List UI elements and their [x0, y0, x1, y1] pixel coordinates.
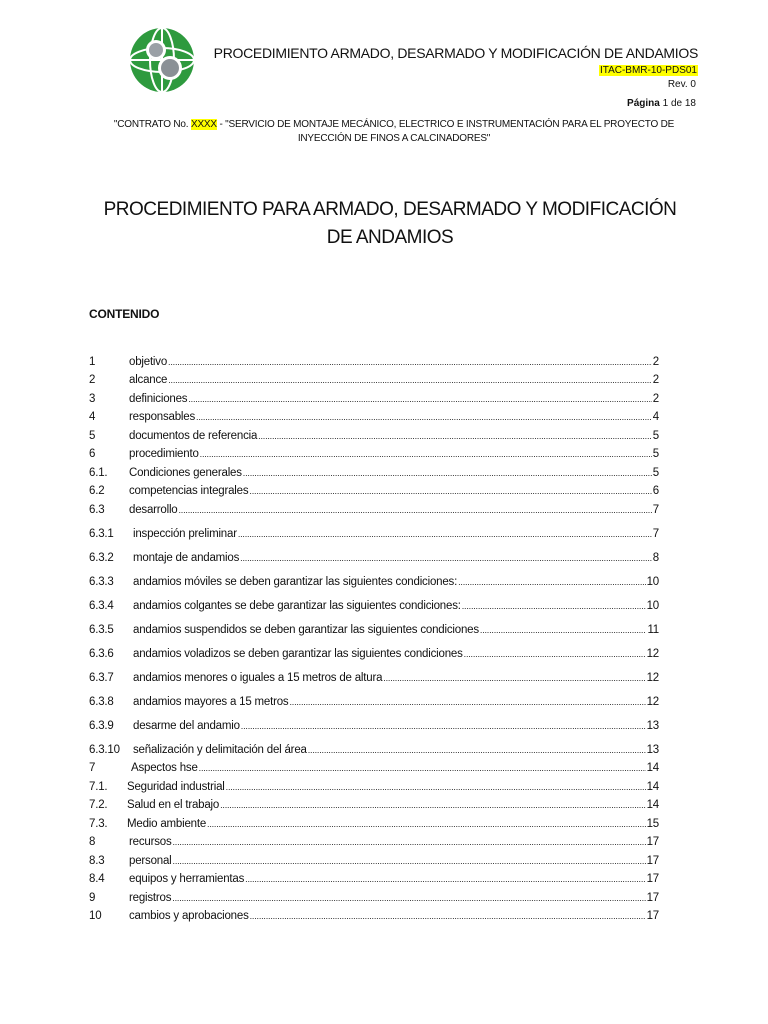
- toc-entry-number: 8.4: [89, 873, 105, 885]
- toc-entry-body: [127, 799, 659, 811]
- toc-entry-body: [133, 648, 659, 660]
- toc-entry[interactable]: [89, 639, 659, 663]
- toc-entry-page: 5: [652, 448, 659, 460]
- toc-entry-label: alcance: [129, 374, 168, 386]
- toc-entry[interactable]: [89, 888, 659, 907]
- toc-entry-label: definiciones: [129, 392, 188, 405]
- document-title: PROCEDIMIENTO PARA ARMADO, DESARMADO Y MODIFICACIÓN DE ANDAMIOS: [103, 199, 677, 248]
- toc-entry-page: 12: [646, 695, 659, 708]
- toc-leader-dots: [249, 486, 651, 496]
- toc-entry-page: 6: [652, 485, 659, 497]
- toc-entry-body: [129, 892, 659, 904]
- toc-entry-number: 6: [89, 448, 96, 460]
- toc-entry[interactable]: [89, 519, 659, 543]
- contract-prefix: "CONTRATO No.: [113, 119, 189, 130]
- toc-entry-page: 14: [646, 762, 659, 774]
- toc-entry-label: andamios móviles se deben garantizar las siguientes condiciones:: [133, 575, 458, 588]
- toc-entry-body: [127, 781, 659, 793]
- page-total: 18: [684, 98, 696, 109]
- toc-entry-page: 2: [652, 374, 659, 386]
- toc-entry-label: andamios menores o iguales a 15 metros de altura: [133, 671, 383, 684]
- toc-leader-dots: [289, 697, 645, 707]
- toc-entry[interactable]: [89, 445, 659, 464]
- toc-entry-number: 6.3.4: [89, 599, 114, 612]
- contract-text: - "SERVICIO DE MONTAJE MECÁNICO, ELECTRICO E INSTRUMENTACIÓN PARA EL PROYECTO DE INYECCIÓN DE FINOS A CALCINADORES": [219, 119, 675, 144]
- toc-entry-page: 17: [646, 854, 659, 867]
- toc-entry-label: Salud en el trabajo: [127, 799, 220, 811]
- page-word: Página: [627, 98, 660, 109]
- toc-leader-dots: [188, 394, 651, 404]
- toc-entry-page: 12: [646, 647, 659, 660]
- toc-entry[interactable]: [89, 777, 659, 796]
- toc-entry[interactable]: [89, 907, 659, 926]
- toc-entry-number: 8: [89, 836, 96, 848]
- toc-entry-page: 17: [646, 873, 659, 885]
- toc-leader-dots: [226, 782, 646, 792]
- toc-entry[interactable]: [89, 408, 659, 427]
- toc-entry-page: 2: [652, 355, 659, 368]
- toc-entry-number: 6.3.5: [89, 623, 114, 636]
- toc-entry-label: andamios voladizos se deben garantizar las siguientes condiciones: [133, 647, 463, 660]
- company-logo: [126, 26, 198, 94]
- toc-entry-body: [129, 485, 659, 497]
- toc-leader-dots: [240, 553, 652, 563]
- toc-leader-dots: [220, 800, 645, 810]
- toc-leader-dots: [245, 874, 645, 884]
- toc-entry-page: 2: [652, 392, 659, 405]
- toc-entry[interactable]: [89, 851, 659, 870]
- toc-entry-number: 4: [89, 411, 96, 423]
- toc-entry-body: [129, 448, 659, 460]
- toc-entry[interactable]: [89, 759, 659, 778]
- toc-entry-number: 7: [89, 762, 96, 774]
- toc-entry-page: 4: [652, 411, 659, 423]
- toc-entry-body: [129, 374, 659, 386]
- toc-entry-label: documentos de referencia: [129, 429, 258, 442]
- toc-entry-number: 6.3.1: [89, 527, 114, 540]
- toc-entry-body: [129, 430, 659, 442]
- toc-entry[interactable]: [89, 870, 659, 889]
- toc-entry-number: 2: [89, 374, 96, 386]
- toc-entry-number: 6.3.2: [89, 551, 114, 564]
- toc-entry-body: [129, 393, 659, 405]
- toc-entry-page: 8: [652, 551, 659, 564]
- toc-entry-body: [129, 855, 659, 867]
- toc-entry-page: 12: [646, 671, 659, 684]
- toc-entry-number: 7.3.: [89, 817, 108, 830]
- toc-entry[interactable]: [89, 687, 659, 711]
- toc-entry-number: 8.3: [89, 854, 105, 867]
- toc-entry-body: [133, 720, 659, 732]
- toc-entry-body: [133, 552, 659, 564]
- toc-entry-label: señalización y delimitación del área: [133, 743, 307, 756]
- toc-entry-body: [127, 818, 659, 830]
- toc-entry[interactable]: [89, 389, 659, 408]
- toc-entry-label: registros: [129, 891, 172, 904]
- toc-entry-number: 9: [89, 891, 96, 904]
- toc-entry-page: 5: [652, 466, 659, 479]
- toc-entry[interactable]: [89, 735, 659, 759]
- toc-leader-dots: [243, 468, 652, 478]
- toc-entry-number: 6.3.7: [89, 671, 114, 684]
- page-of: de: [670, 98, 683, 109]
- toc-entry-label: montaje de andamios: [133, 551, 240, 564]
- toc-entry-number: 7.2.: [89, 799, 108, 811]
- toc-entry-number: 3: [89, 392, 96, 405]
- toc-leader-dots: [480, 625, 647, 635]
- toc-entry-body: [133, 672, 659, 684]
- toc-leader-dots: [258, 431, 652, 441]
- toc-entry-body: [129, 411, 659, 423]
- toc-entry-label: cambios y aprobaciones: [129, 910, 249, 922]
- toc-entry-label: recursos: [129, 836, 172, 848]
- toc-entry[interactable]: [89, 482, 659, 501]
- toc-entry[interactable]: [89, 352, 659, 371]
- toc-entry[interactable]: [89, 833, 659, 852]
- table-of-contents: [89, 352, 659, 925]
- toc-entry-body: [129, 467, 659, 479]
- toc-entry[interactable]: [89, 500, 659, 519]
- toc-entry[interactable]: [89, 796, 659, 815]
- toc-entry-label: Medio ambiente: [127, 817, 207, 830]
- toc-entry-body: [133, 528, 659, 540]
- toc-entry-label: procedimiento: [129, 448, 199, 460]
- toc-entry[interactable]: [89, 663, 659, 687]
- toc-entry[interactable]: [89, 426, 659, 445]
- toc-leader-dots: [196, 412, 652, 422]
- toc-leader-dots: [173, 837, 646, 847]
- contents-heading: CONTENIDO: [89, 307, 160, 321]
- toc-entry[interactable]: [89, 711, 659, 735]
- toc-entry-label: andamios mayores a 15 metros: [133, 695, 289, 708]
- toc-entry-label: Aspectos hse: [131, 762, 198, 774]
- toc-entry[interactable]: [89, 567, 659, 591]
- toc-entry-page: 14: [646, 799, 659, 811]
- page-indicator: [627, 98, 696, 109]
- toc-leader-dots: [168, 357, 652, 367]
- toc-entry-label: Seguridad industrial: [127, 780, 225, 793]
- toc-entry-body: [133, 624, 659, 636]
- toc-entry-label: andamios suspendidos se deben garantizar las siguientes condiciones: [133, 623, 479, 636]
- toc-entry-page: 13: [646, 719, 659, 732]
- toc-leader-dots: [464, 649, 646, 659]
- toc-leader-dots: [172, 893, 645, 903]
- toc-entry-page: 17: [646, 891, 659, 904]
- toc-entry-label: objetivo: [129, 355, 168, 368]
- toc-entry[interactable]: [89, 463, 659, 482]
- toc-leader-dots: [179, 505, 652, 515]
- toc-entry-page: 5: [652, 429, 659, 442]
- toc-leader-dots: [168, 375, 652, 385]
- toc-entry-number: 6.3.9: [89, 719, 114, 732]
- toc-entry-number: 6.3.8: [89, 695, 114, 708]
- toc-entry-page: 17: [646, 910, 659, 922]
- toc-entry-page: 7: [652, 503, 659, 516]
- toc-entry-number: 10: [89, 910, 102, 922]
- toc-entry-page: 7: [652, 527, 659, 540]
- toc-leader-dots: [199, 763, 646, 773]
- toc-entry[interactable]: [89, 814, 659, 833]
- toc-entry-label: desarrollo: [129, 503, 178, 516]
- toc-entry-page: 10: [646, 575, 659, 588]
- toc-entry-label: equipos y herramientas: [129, 873, 245, 885]
- toc-entry-number: 1: [89, 355, 96, 368]
- document-code: ITAC-BMR-10-PDS01: [599, 65, 697, 76]
- toc-entry-label: inspección preliminar: [133, 527, 237, 540]
- toc-entry-label: responsables: [129, 411, 196, 423]
- toc-entry-number: 5: [89, 429, 96, 442]
- toc-entry-number: 6.1.: [89, 466, 108, 479]
- toc-entry-body: [129, 356, 659, 368]
- toc-leader-dots: [200, 449, 652, 459]
- toc-entry-label: Condiciones generales: [129, 466, 242, 479]
- toc-leader-dots: [238, 529, 652, 539]
- revision-label: Rev. 0: [667, 79, 696, 90]
- toc-entry[interactable]: [89, 543, 659, 567]
- toc-leader-dots: [383, 673, 645, 683]
- toc-entry-body: [133, 576, 659, 588]
- contract-number: XXXX: [190, 119, 217, 130]
- header-title: PROCEDIMIENTO ARMADO, DESARMADO Y MODIFICACIÓN DE ANDAMIOS: [213, 45, 698, 61]
- toc-leader-dots: [173, 856, 646, 866]
- toc-entry-body: [133, 600, 659, 612]
- toc-entry-page: 13: [646, 743, 659, 756]
- toc-entry-page: 14: [646, 780, 659, 793]
- toc-entry-label: andamios colgantes se debe garantizar las siguientes condiciones:: [133, 599, 461, 612]
- toc-entry-label: desarme del andamio: [133, 719, 240, 732]
- toc-entry-body: [129, 836, 659, 848]
- toc-entry-body: [133, 744, 659, 756]
- toc-entry-body: [129, 504, 659, 516]
- toc-leader-dots: [241, 721, 646, 731]
- toc-leader-dots: [458, 577, 646, 587]
- toc-entry-number: 6.3: [89, 503, 105, 516]
- toc-entry-page: 10: [646, 599, 659, 612]
- toc-entry[interactable]: [89, 591, 659, 615]
- toc-entry[interactable]: [89, 371, 659, 390]
- toc-entry-number: 7.1.: [89, 780, 108, 793]
- toc-leader-dots: [308, 745, 646, 755]
- toc-entry-body: [129, 873, 659, 885]
- toc-entry-number: 6.3.3: [89, 575, 114, 588]
- toc-leader-dots: [250, 911, 646, 921]
- toc-entry-number: 6.3.10: [89, 743, 120, 756]
- toc-leader-dots: [462, 601, 646, 611]
- toc-entry-page: 17: [646, 836, 659, 848]
- page-number: 1: [662, 98, 669, 109]
- toc-leader-dots: [207, 819, 646, 829]
- toc-entry-body: [133, 696, 659, 708]
- contract-line: [88, 118, 700, 146]
- toc-entry-body: [129, 910, 659, 922]
- toc-entry-page: 15: [646, 817, 659, 830]
- toc-entry-number: 6.2: [89, 485, 105, 497]
- toc-entry-page: 11: [647, 623, 659, 636]
- toc-entry[interactable]: [89, 615, 659, 639]
- toc-entry-label: personal: [129, 854, 172, 867]
- toc-entry-number: 6.3.6: [89, 647, 114, 660]
- toc-entry-body: [131, 762, 659, 774]
- toc-entry-label: competencias integrales: [129, 485, 249, 497]
